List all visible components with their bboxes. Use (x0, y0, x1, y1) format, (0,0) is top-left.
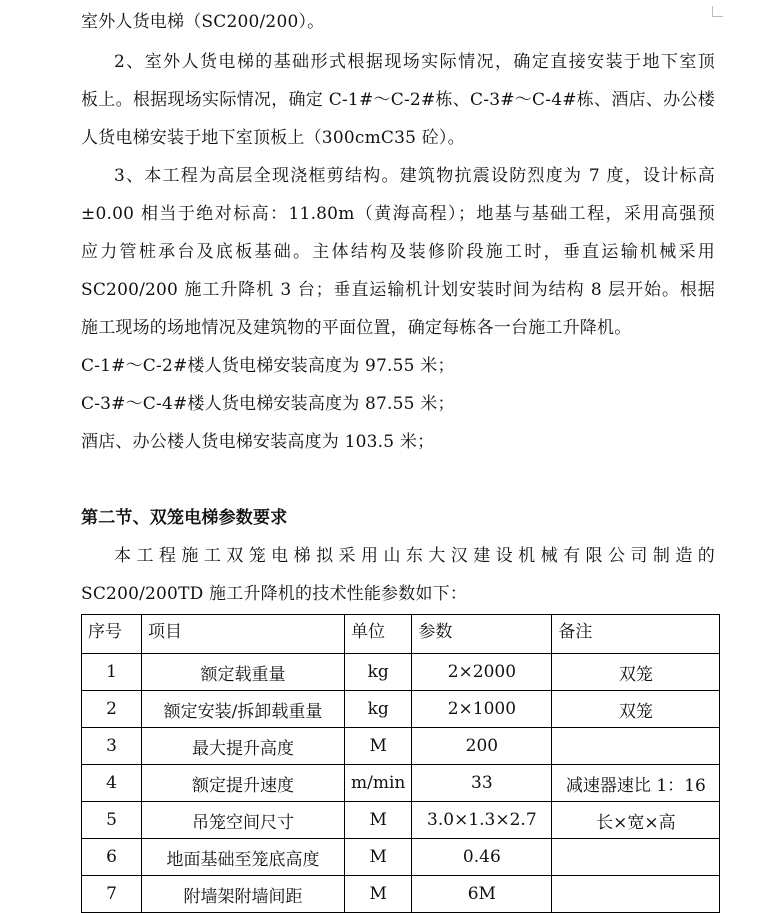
parameter-table (81, 614, 720, 913)
table-row (82, 728, 720, 765)
cell-parameter: 6M (412, 876, 552, 913)
cell-parameter: 2×1000 (412, 691, 552, 728)
cell-unit: M (345, 728, 412, 765)
cell-remark (552, 728, 720, 765)
cell-number: 7 (82, 876, 142, 913)
cell-parameter: 200 (412, 728, 552, 765)
cell-parameter: 0.46 (412, 839, 552, 876)
cell-number: 4 (82, 765, 142, 802)
cell-item: 吊笼空间尺寸 (142, 802, 345, 839)
paragraph-line: 3、本工程为高层全现浇框剪结构。建筑物抗震设防烈度为 7 度，设计标高 (114, 166, 715, 186)
cell-number: 3 (82, 728, 142, 765)
table-row (82, 765, 720, 802)
intro-line: 本工程施工双笼电梯拟采用山东大汉建设机械有限公司制造的 (114, 546, 715, 566)
paragraph-line: 板上。根据现场实际情况，确定 C-1#～C-2#栋、C-3#～C-4#栋、酒店、办公楼 (81, 90, 715, 110)
table-row (82, 654, 720, 691)
cell-item: 额定提升速度 (142, 765, 345, 802)
cell-item: 附墙架附墙间距 (142, 876, 345, 913)
cell-unit: M (345, 802, 412, 839)
height-line: 酒店、办公楼人货电梯安装高度为 103.5 米； (81, 432, 435, 452)
height-line: C-3#～C-4#楼人货电梯安装高度为 87.55 米； (81, 394, 455, 414)
cell-number: 2 (82, 691, 142, 728)
table-row (82, 802, 720, 839)
cell-remark (552, 839, 720, 876)
header-cell-item: 项目 (142, 615, 345, 654)
cell-parameter: 2×2000 (412, 654, 552, 691)
header-cell-parameter: 参数 (412, 615, 552, 654)
cell-item: 地面基础至笼底高度 (142, 839, 345, 876)
paragraph-line: 2、室外人货电梯的基础形式根据现场实际情况，确定直接安装于地下室顶 (114, 52, 715, 72)
cell-item: 额定安装/拆卸载重量 (142, 691, 345, 728)
cell-remark: 长×宽×高 (552, 802, 720, 839)
cell-number: 6 (82, 839, 142, 876)
cell-number: 1 (82, 654, 142, 691)
table-row (82, 876, 720, 913)
header-cell-remark: 备注 (552, 615, 720, 654)
margin-corner-mark (712, 6, 723, 17)
paragraph-line: SC200/200 施工升降机 3 台；垂直运输机计划安装时间为结构 8 层开始。根据 (81, 280, 715, 300)
paragraph-line: 人货电梯安装于地下室顶板上（300cmC35 砼）。 (81, 128, 465, 148)
cell-unit: M (345, 876, 412, 913)
height-line: C-1#～C-2#楼人货电梯安装高度为 97.55 米； (81, 356, 455, 376)
cell-item: 额定载重量 (142, 654, 345, 691)
cell-unit: m/min (345, 765, 412, 802)
cell-remark: 减速器速比 1：16 (552, 765, 720, 802)
header-cell-unit: 单位 (345, 615, 412, 654)
cell-unit: kg (345, 654, 412, 691)
cell-unit: M (345, 839, 412, 876)
paragraph-line: 室外人货电梯（SC200/200）。 (81, 12, 325, 32)
cell-number: 5 (82, 802, 142, 839)
cell-remark (552, 876, 720, 913)
header-cell-number: 序号 (82, 615, 142, 654)
intro-line: SC200/200TD 施工升降机的技术性能参数如下： (81, 584, 468, 604)
cell-parameter: 3.0×1.3×2.7 (412, 802, 552, 839)
paragraph-line: ±0.00 相当于绝对标高：11.80m（黄海高程）；地基与基础工程，采用高强预 (81, 204, 715, 224)
paragraph-line: 应力管桩承台及底板基础。主体结构及装修阶段施工时，垂直运输机械采用 (81, 242, 715, 262)
cell-remark: 双笼 (552, 691, 720, 728)
cell-item: 最大提升高度 (142, 728, 345, 765)
cell-unit: kg (345, 691, 412, 728)
paragraph-line: 施工现场的场地情况及建筑物的平面位置，确定每栋各一台施工升降机。 (81, 318, 632, 338)
table-row (82, 839, 720, 876)
table-row (82, 691, 720, 728)
table-header-row (82, 615, 720, 654)
cell-remark: 双笼 (552, 654, 720, 691)
section-heading: 第二节、双笼电梯参数要求 (81, 508, 288, 528)
cell-parameter: 33 (412, 765, 552, 802)
